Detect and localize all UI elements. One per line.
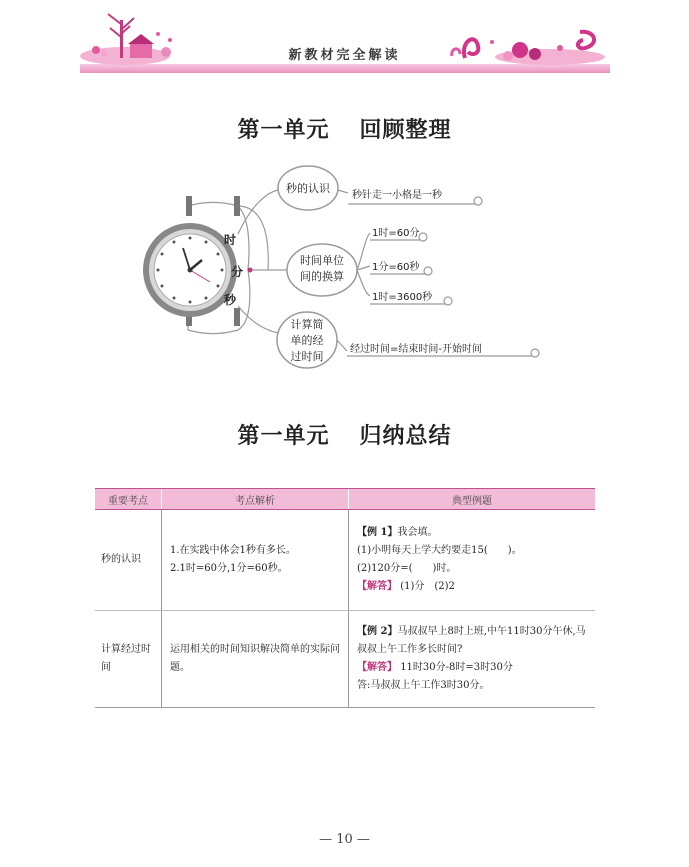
clock-label-minute: 分	[231, 265, 244, 279]
example-cell	[349, 611, 596, 708]
analysis-line: 运用相关的时间知识解决简单的实际问题。	[170, 644, 340, 673]
leaf-1-1: 秒针走一小格是一秒	[352, 190, 442, 201]
analysis-cell	[162, 510, 349, 611]
answer-text: (1)分 (2)2	[400, 581, 455, 592]
node-1-label: 秒的认识	[286, 182, 330, 195]
section-title-review	[0, 113, 689, 144]
example-tag: 【例 1】	[357, 527, 398, 538]
header-title: 新教材完全解读	[288, 48, 401, 63]
connector-branch3	[238, 306, 278, 333]
node-2-label-line2: 间的换算	[300, 270, 344, 283]
example-line: (1)小明每天上学大约要走15( )。	[357, 545, 522, 556]
section-title-part-a: 第一单元	[237, 117, 330, 143]
mind-map	[140, 158, 560, 383]
section-title-part-b: 回顾整理	[359, 117, 452, 143]
node-3-label-line3: 过时间	[290, 350, 324, 363]
example-title: 我会填。	[397, 527, 438, 538]
section-title-summary	[0, 419, 689, 450]
header-example: 典型例题	[349, 489, 596, 510]
clock-label-hour: 时	[224, 233, 237, 247]
header-band	[80, 64, 610, 73]
analysis-line: 1.在实践中体会1秒有多长。	[170, 545, 296, 556]
arc-top	[188, 202, 238, 206]
leaf-2-1: 1时=60分	[372, 228, 420, 239]
center-dot	[248, 268, 253, 273]
clock-label-second: 秒	[224, 293, 237, 307]
example-cell	[349, 510, 596, 611]
answer-tag: 【解答】	[357, 581, 397, 592]
summary-table	[95, 488, 595, 708]
analysis-cell	[162, 611, 349, 708]
analysis-line: 2.1时=60分,1分=60秒。	[170, 563, 288, 574]
section2-title-part-b: 归纳总结	[359, 423, 452, 449]
answer-tag: 【解答】	[357, 662, 397, 673]
leaf-3-1: 经过时间=结束时间-开始时间	[350, 344, 482, 355]
page-number: — 10 —	[319, 832, 370, 847]
example-tag: 【例 2】	[357, 626, 398, 637]
connector-branch1	[238, 190, 278, 234]
node-3-label-line1: 计算简	[290, 318, 324, 331]
table-row	[95, 510, 595, 611]
header-analysis: 考点解析	[162, 489, 349, 510]
node-3-label-line2: 单的经	[290, 334, 324, 347]
table-header-row	[95, 489, 595, 510]
answer-text-2: 答:马叔叔上午工作3时30分。	[357, 680, 490, 691]
leaf-2-2: 1分=60秒	[372, 262, 420, 273]
header-key-point: 重要考点	[95, 489, 162, 510]
key-point-cell: 秒的认识	[95, 510, 162, 611]
example-title: 马叔叔早上8时上班,中午11时30分午休,马叔叔上午工作多长时间?	[357, 626, 586, 655]
key-point-cell: 计算经过时间	[95, 611, 162, 708]
section2-title-part-a: 第一单元	[237, 423, 330, 449]
example-line: (2)120分=( )时。	[357, 563, 457, 574]
answer-text: 11时30分-8时=3时30分	[400, 662, 513, 673]
node-2-label-line1: 时间单位	[300, 254, 344, 267]
table-row	[95, 611, 595, 708]
leaf-2-3: 1时=3600秒	[372, 292, 433, 303]
